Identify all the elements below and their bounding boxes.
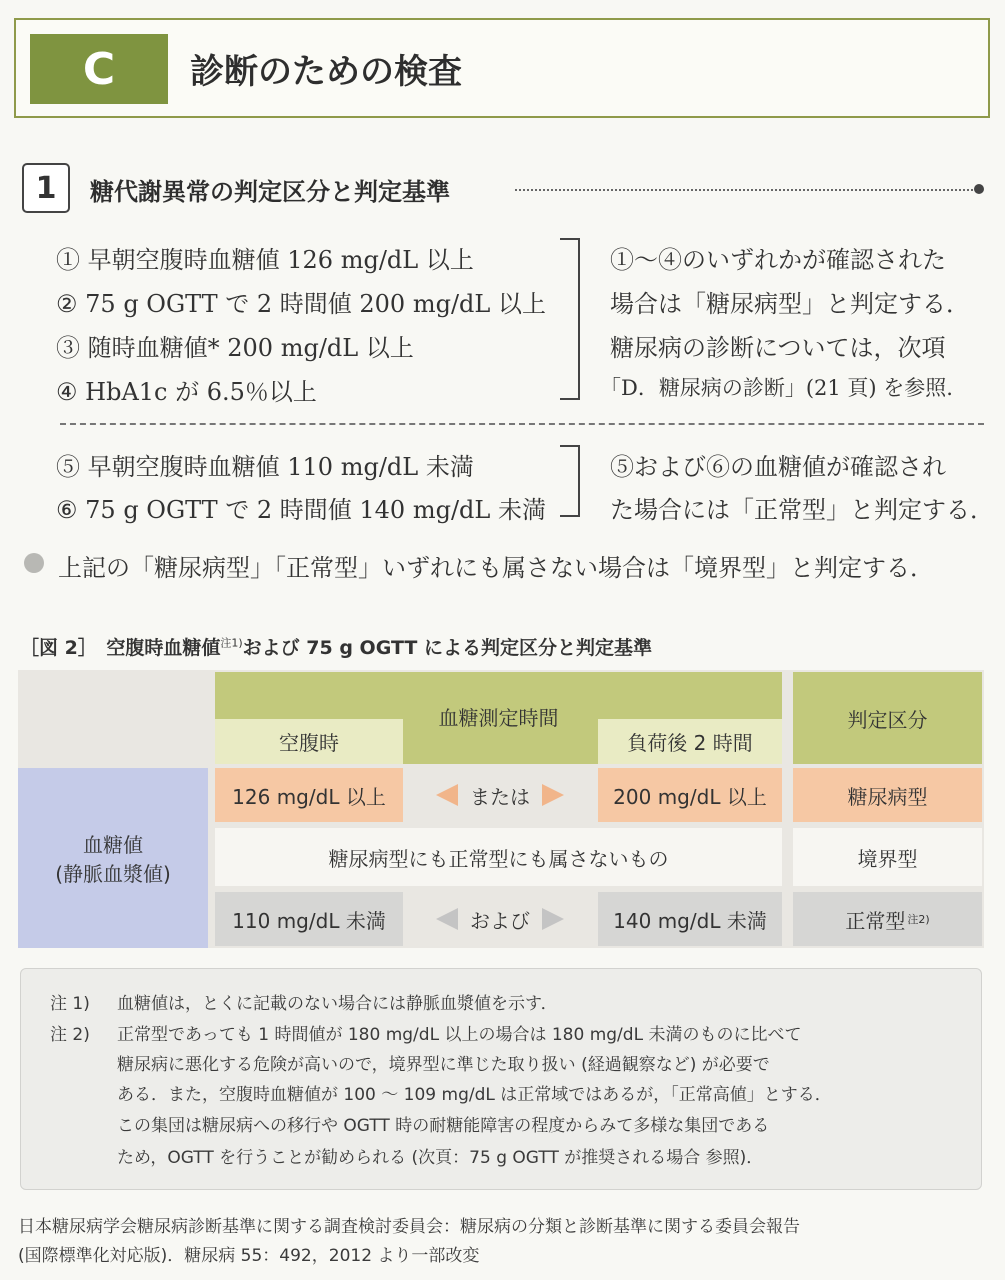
normal-2h-value: 140 mg/dL 未満 xyxy=(598,892,782,946)
header-measure-time: 血糖測定時間 xyxy=(215,672,782,764)
figure-title-sup: 注1) xyxy=(220,636,243,650)
row-label-main: 血糖値 xyxy=(83,833,143,857)
criterion-5: ⑤ 早朝空腹時血糖値 110 mg/dL 未満 xyxy=(56,453,474,481)
diabetes-note-line: ①〜④のいずれかが確認された xyxy=(610,246,946,274)
note2-line: この集団は糖尿病への移行や OGTT 時の耐糖能障害の程度からみて多様な集団である xyxy=(117,1116,770,1136)
section-title: 診断のための検査 xyxy=(190,52,462,92)
row-label-cell xyxy=(18,768,208,948)
leader-end-dot xyxy=(974,184,984,194)
row-label-sub: (静脈血漿値) xyxy=(55,862,171,886)
diabetes-note-line: 場合は「糖尿病型」と判定する． xyxy=(610,290,970,318)
criterion-3: ③ 随時血糖値* 200 mg/dL 以上 xyxy=(56,334,414,362)
diabetes-category: 糖尿病型 xyxy=(793,768,982,822)
note2-line: ため，OGTT を行うことが勧められる (次頁：75 g OGTT が推奨される場合 参照)． xyxy=(117,1148,764,1168)
arrow-right-icon xyxy=(542,784,564,806)
arrow-right-icon xyxy=(542,908,564,930)
diabetes-note-line: 糖尿病の診断については，次項 xyxy=(610,334,946,362)
normal-note-line: た場合には「正常型」と判定する． xyxy=(610,496,994,524)
note2-label: 注 2) xyxy=(50,1025,90,1045)
note2-line: ある．また，空腹時血糖値が 100 〜 109 mg/dL は正常域ではあるが，「正常高値」とする． xyxy=(117,1085,832,1105)
diabetes-connector-label: または xyxy=(470,784,530,809)
normal-category-sup: 注2) xyxy=(907,913,930,926)
source-line: (国際標準化対応版)．糖尿病 55：492，2012 より一部改変 xyxy=(18,1246,480,1266)
header-fasting: 空腹時 xyxy=(215,719,403,764)
diabetes-fasting-value: 126 mg/dL 以上 xyxy=(215,768,403,822)
header-2h: 負荷後 2 時間 xyxy=(598,719,782,764)
subsection-number: 1 xyxy=(22,163,70,213)
figure-label: ［図 2］ xyxy=(20,637,88,659)
arrow-left-icon xyxy=(436,784,458,806)
note1-label: 注 1) xyxy=(50,994,90,1014)
header-category: 判定区分 xyxy=(793,672,982,764)
bullet-icon xyxy=(24,553,44,573)
note2-line: 糖尿病に悪化する危険が高いので，境界型に準じた取り扱い (経過観察など) が必要で xyxy=(117,1055,770,1075)
normal-category-label: 正常型 xyxy=(845,908,906,933)
criterion-6: ⑥ 75 g OGTT で 2 時間値 140 mg/dL 未満 xyxy=(56,496,546,524)
criterion-1: ① 早朝空腹時血糖値 126 mg/dL 以上 xyxy=(56,246,474,274)
borderline-rule: 上記の「糖尿病型」「正常型」いずれにも属さない場合は「境界型」と判定する． xyxy=(58,554,934,582)
diabetes-note-line: 「D．糖尿病の診断」(21 頁) を参照. xyxy=(600,376,953,400)
normal-fasting-value: 110 mg/dL 未満 xyxy=(215,892,403,946)
diabetes-connector xyxy=(405,768,595,822)
borderline-category: 境界型 xyxy=(793,828,982,886)
normal-note-line: ⑤および⑥の血糖値が確認され xyxy=(610,453,946,481)
dotted-leader xyxy=(515,189,977,191)
normal-connector xyxy=(405,892,595,946)
section-letter-badge: C xyxy=(30,34,168,104)
figure-caption xyxy=(20,633,652,660)
arrow-left-icon xyxy=(436,908,458,930)
normal-category xyxy=(793,892,982,946)
diabetes-bracket xyxy=(560,238,580,400)
figure-title-a: 空腹時血糖値 xyxy=(106,637,221,659)
criterion-2: ② 75 g OGTT で 2 時間値 200 mg/dL 以上 xyxy=(56,290,546,318)
borderline-description: 糖尿病型にも正常型にも属さないもの xyxy=(215,828,782,886)
diabetes-2h-value: 200 mg/dL 以上 xyxy=(598,768,782,822)
normal-connector-label: および xyxy=(470,908,530,933)
normal-bracket xyxy=(560,445,580,517)
subsection-title: 糖代謝異常の判定区分と判定基準 xyxy=(90,178,450,206)
source-line: 日本糖尿病学会糖尿病診断基準に関する調査検討委員会：糖尿病の分類と診断基準に関する委員会報告 xyxy=(18,1217,800,1237)
note2-line: 正常型であっても 1 時間値が 180 mg/dL 以上の場合は 180 mg/dL 未満のものに比べて xyxy=(117,1025,802,1045)
note1-text: 血糖値は，とくに記載のない場合には静脈血漿値を示す． xyxy=(117,994,558,1014)
dashed-separator xyxy=(60,423,984,425)
criterion-4: ④ HbA1c が 6.5％以上 xyxy=(56,378,317,406)
figure-title-b: および 75 g OGTT による判定区分と判定基準 xyxy=(242,637,652,659)
